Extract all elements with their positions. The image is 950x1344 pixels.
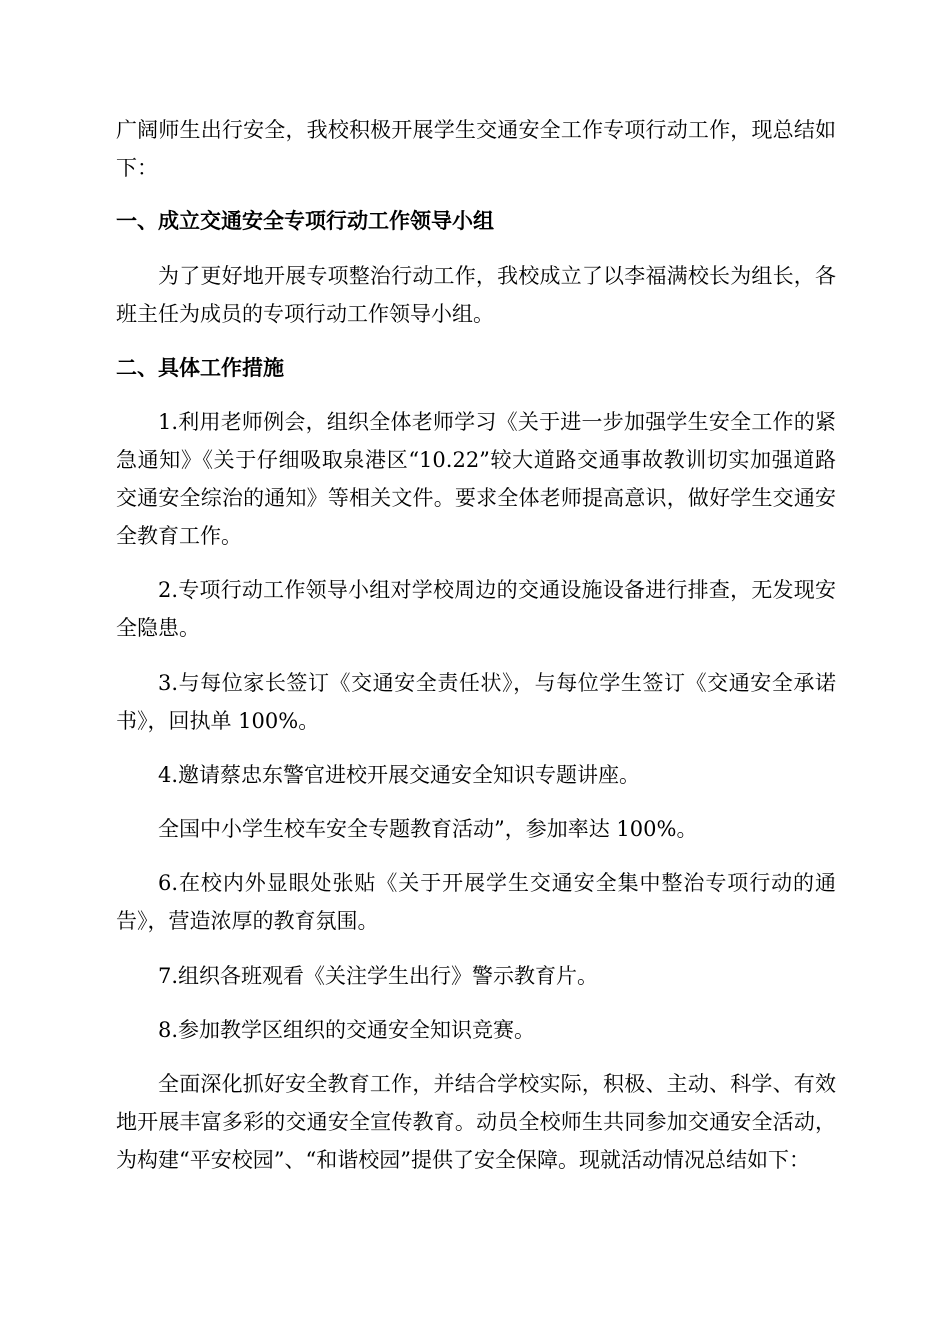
closing-paragraph: 全面深化抓好安全教育工作，并结合学校实际，积极、主动、科学、有效地开展丰富多彩的交通安全宣传教育。动员全校师生共同参加交通安全活动，为构建“平安校园”、“和谐校园”提供了安全保障。现就活动情况总结如下： (116, 1072, 836, 1172)
section-1-paragraph: 为了更好地开展专项整治行动工作，我校成立了以李福满校长为组长，各班主任为成员的专项行动工作领导小组。 (116, 264, 836, 326)
measure-item-5: 全国中小学生校车安全专题教育活动”，参加率达 100%。 (158, 817, 698, 841)
section-heading-2: 二、具体工作措施 (116, 356, 284, 380)
measure-item-3: 3.与每位家长签订《交通安全责任状》，与每位学生签订《交通安全承诺书》，回执单 100%。 (116, 671, 836, 733)
measure-item-7: 7.组织各班观看《关注学生出行》警示教育片。 (158, 964, 599, 988)
section-heading-1: 一、成立交通安全专项行动工作领导小组 (116, 209, 494, 233)
intro-paragraph: 广阔师生出行安全，我校积极开展学生交通安全工作专项行动工作，现总结如下： (116, 118, 836, 180)
measure-item-2: 2.专项行动工作领导小组对学校周边的交通设施设备进行排查，无发现安全隐患。 (116, 578, 836, 640)
measure-item-8: 8.参加教学区组织的交通安全知识竞赛。 (158, 1018, 536, 1042)
measure-item-4: 4.邀请蔡忠东警官进校开展交通安全知识专题讲座。 (158, 763, 641, 787)
measure-item-1: 1.利用老师例会，组织全体老师学习《关于进一步加强学生安全工作的紧急通知》《关于仔细吸取泉港区“10.22”较大道路交通事故教训切实加强道路交通安全综治的通知》等相关文件。要求全体老师提高意识，做好学生交通安全教育工作。 (116, 410, 836, 548)
measure-item-6: 6.在校内外显眼处张贴《关于开展学生交通安全集中整治专项行动的通告》，营造浓厚的教育氛围。 (116, 871, 836, 933)
